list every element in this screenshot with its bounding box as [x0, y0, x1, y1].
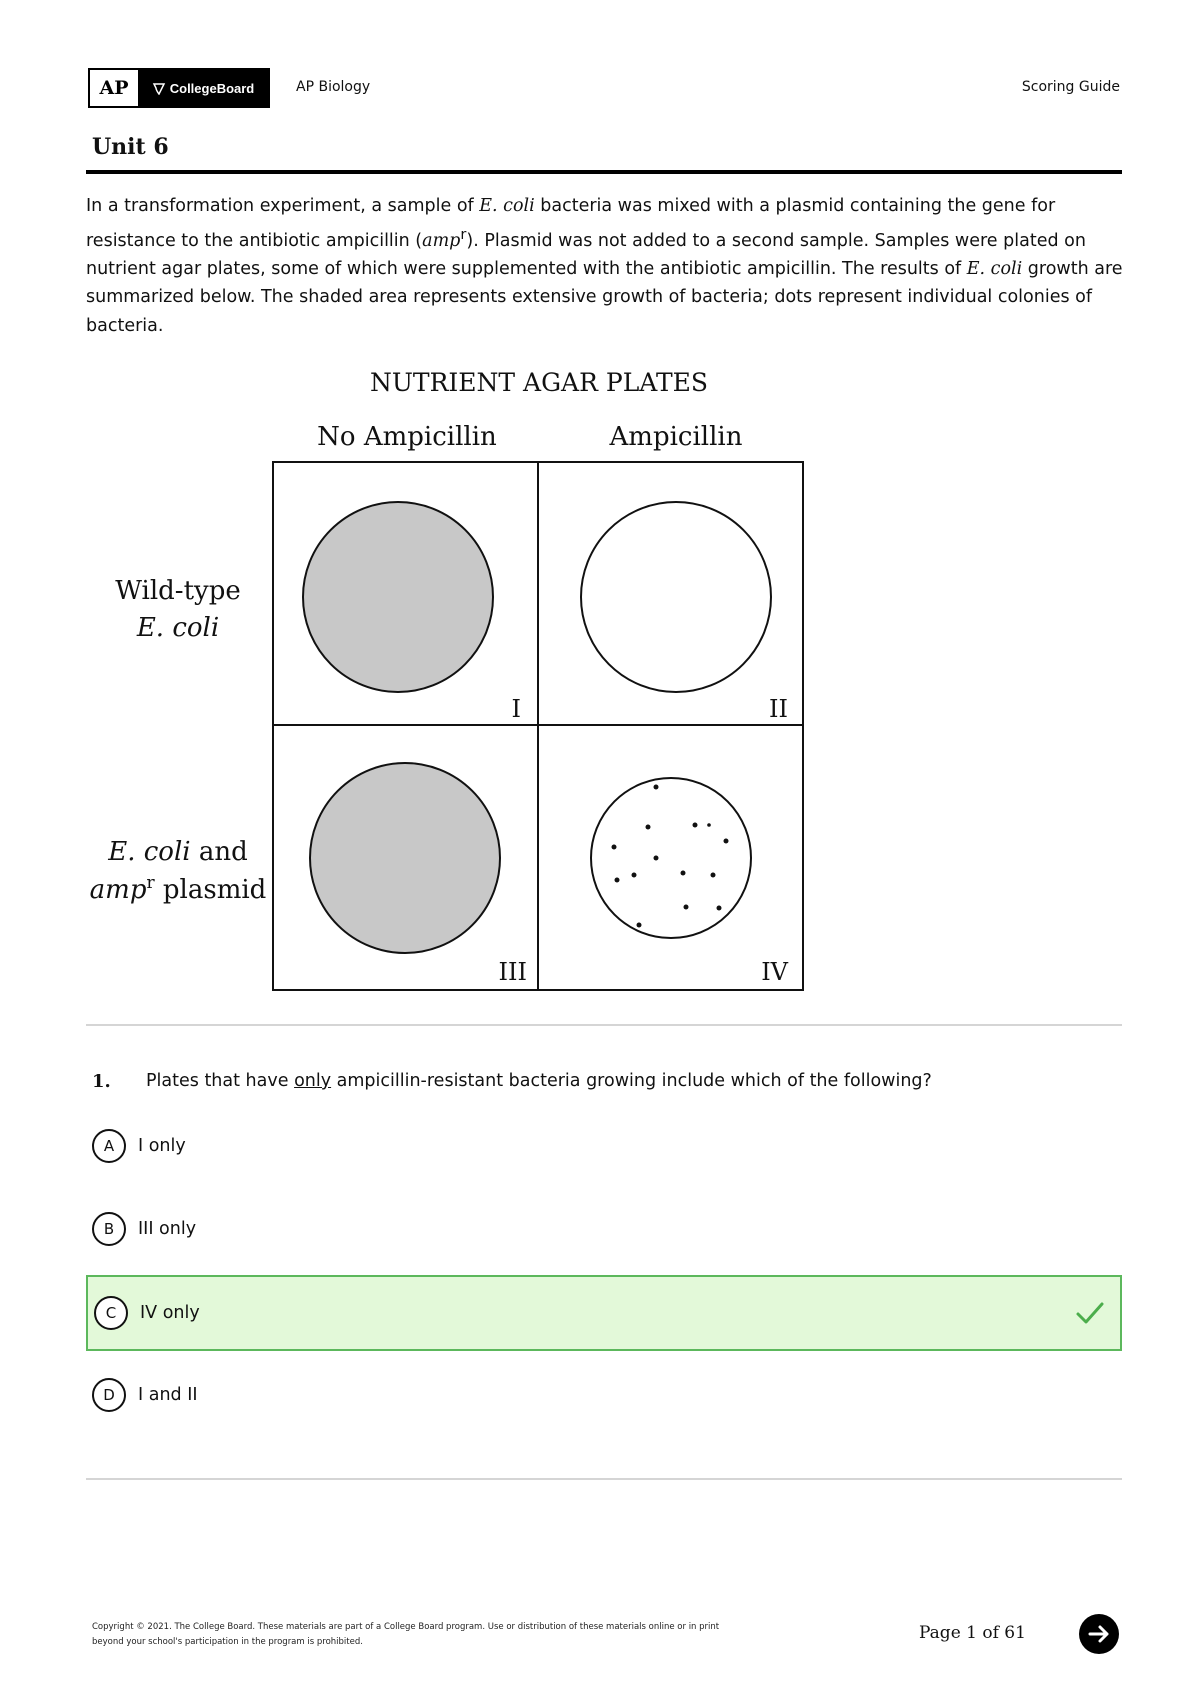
plate-iv: [591, 778, 751, 938]
collegeboard-logo-text: CollegeBoard: [169, 80, 255, 96]
colony-dot: [646, 825, 651, 830]
option-text: I and II: [138, 1385, 198, 1405]
plate-iii: [310, 763, 500, 953]
option-letter-circle: A: [92, 1129, 126, 1163]
question-stem: In a transformation experiment, a sample of E. coli bacteria was mixed with a plasmid containing the gene for resistance to the antibiotic ampicillin (amp$^r$). Plasmid was not added to a second sample. Samples were plated on nutrient agar plates, some of which were supplemented with the antibiotic ampicillin. The results of E. coli growth are summarized below. The shaded area represents extensive growth of bacteria; dots represent individual colonies of bacteria.: [86, 196, 1123, 336]
colony-dot: [711, 873, 716, 878]
column-header-ampicillin: Ampicillin: [609, 422, 743, 452]
row-label-wild-type-species: E. coli: [136, 613, 220, 643]
section-divider: [86, 1478, 1122, 1480]
ap-logo-text: AP: [99, 77, 129, 99]
option-letter-circle: B: [92, 1212, 126, 1246]
row-label-transformed: E. coli and: [108, 837, 248, 867]
column-header-no-ampicillin: No Ampicillin: [317, 422, 497, 452]
species-name: E. coli: [479, 196, 535, 216]
arrow-right-icon: [1086, 1621, 1112, 1647]
option-letter-circle: C: [94, 1296, 128, 1330]
course-name: AP Biology: [296, 79, 371, 95]
colony-dot: [612, 845, 617, 850]
page-number: Page 1 of 61: [919, 1623, 1026, 1643]
option-letter-circle: D: [92, 1378, 126, 1412]
option-text: IV only: [140, 1303, 200, 1323]
gene-name: amp: [422, 230, 461, 251]
figure-title: NUTRIENT AGAR PLATES: [369, 368, 709, 397]
next-page-button[interactable]: [1079, 1614, 1119, 1654]
ap-collegeboard-logo: [88, 68, 270, 108]
copyright-notice: Copyright © 2021. The College Board. These materials are part of a College Board program. Use or distribution of these materials online or in print beyond your school's participation in the program is prohibited.: [92, 1622, 720, 1647]
plate-label-ii: II: [769, 695, 788, 723]
colony-dot: [654, 856, 659, 861]
plate-label-iii: III: [498, 958, 527, 986]
document-type: Scoring Guide: [1021, 79, 1120, 95]
question-text: Plates that have only ampicillin-resistant bacteria growing include which of the following?: [146, 1071, 932, 1091]
title-divider: [86, 170, 1122, 174]
row-label-wild-type: Wild-type: [115, 576, 241, 606]
plate-label-i: I: [511, 695, 521, 723]
species-name: E. coli: [966, 258, 1023, 279]
answer-option-d[interactable]: [86, 1357, 1122, 1433]
row-label-plasmid: amp$^r$ plasmid: [89, 873, 267, 905]
option-text: III only: [138, 1219, 197, 1239]
plate-i: [303, 502, 493, 692]
colony-dot: [632, 873, 637, 878]
correct-checkmark-icon: [1072, 1295, 1108, 1331]
answer-option-a[interactable]: [86, 1108, 1122, 1184]
colony-dot: [684, 905, 689, 910]
colony-dot: [717, 906, 722, 911]
option-text: I only: [138, 1136, 186, 1156]
colony-dot: [693, 823, 698, 828]
plate-ii: [581, 502, 771, 692]
agar-plates-figure: [86, 355, 846, 1005]
answer-option-b[interactable]: [86, 1191, 1122, 1267]
section-divider: [86, 1024, 1122, 1026]
colony-dot: [724, 839, 729, 844]
question-number: 1.: [92, 1071, 111, 1092]
unit-title: Unit 6: [92, 134, 169, 160]
colony-dot: [637, 923, 642, 928]
acorn-icon: [152, 81, 166, 95]
answer-option-c[interactable]: [86, 1275, 1122, 1351]
colony-dot: [681, 871, 686, 876]
colony-dot: [654, 785, 659, 790]
colony-dot: [707, 823, 711, 827]
colony-dot: [615, 878, 620, 883]
plate-label-iv: IV: [761, 958, 788, 986]
collegeboard-logo: [138, 70, 268, 106]
